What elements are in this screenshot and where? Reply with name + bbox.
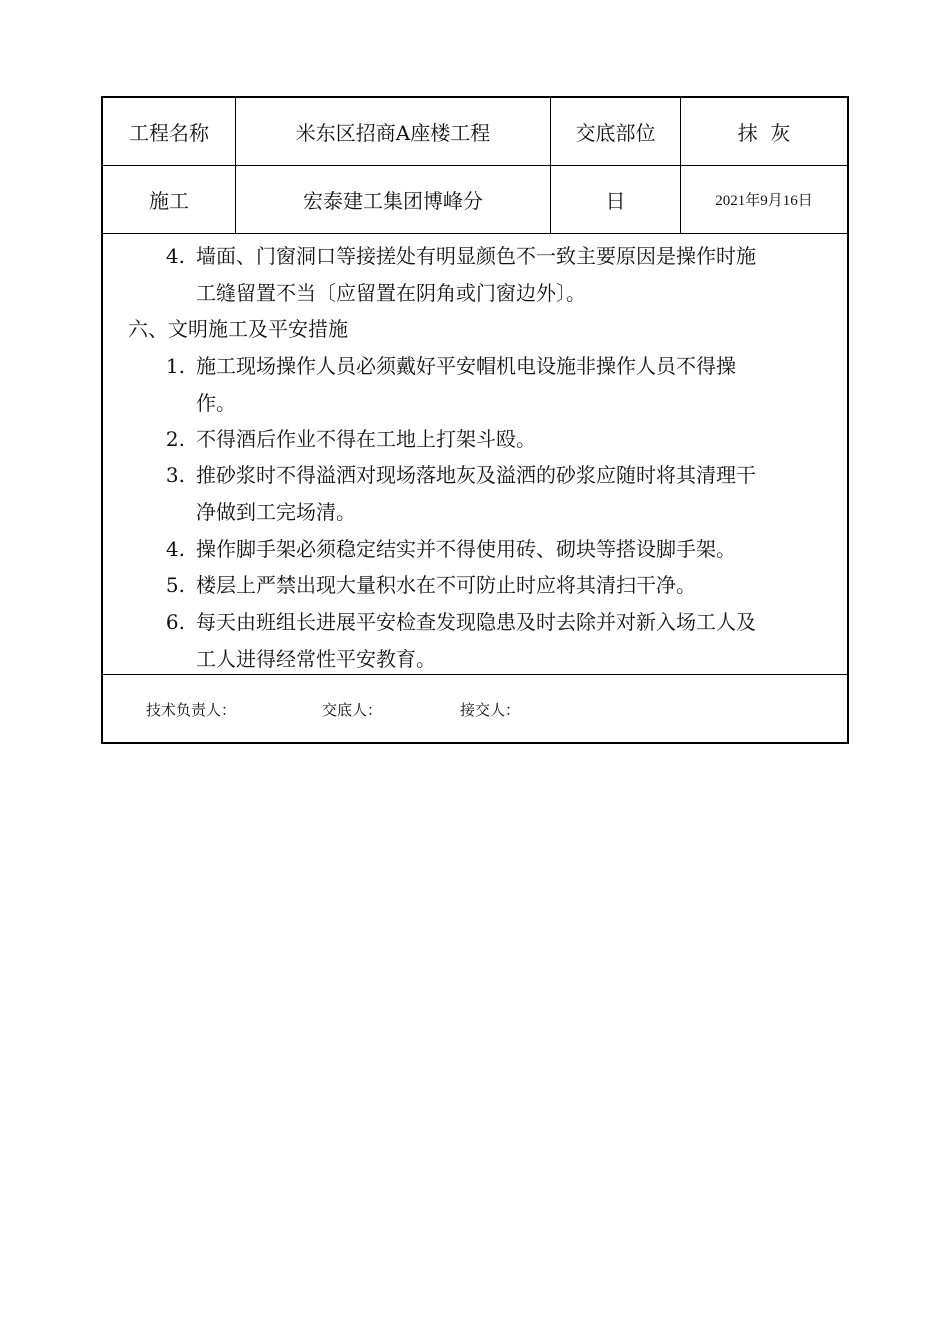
item-number: 2. <box>165 427 185 451</box>
disclosure-content <box>103 235 847 674</box>
item-text: 施工现场操作人员必须戴好平安帽机电设施非操作人员不得操 <box>196 354 736 378</box>
row-divider <box>103 233 847 234</box>
item-text: 不得酒后作业不得在工地上打架斗殴。 <box>196 427 536 451</box>
item-text: 操作脚手架必须稳定结实并不得使用砖、砌块等搭设脚手架。 <box>196 537 736 561</box>
construction-unit-value: 宏泰建工集团博峰分 <box>303 189 483 213</box>
item-text: 作。 <box>196 391 236 415</box>
date-label: 日 <box>605 189 626 213</box>
item-text: 净做到工完场清。 <box>196 500 356 524</box>
disclosure-part-value: 抹 灰 <box>737 121 791 145</box>
item-number: 4. <box>165 537 185 561</box>
item-number: 4. <box>165 244 185 268</box>
receiver-label: 接交人： <box>460 701 521 719</box>
construction-label: 施工 <box>149 189 189 213</box>
tech-lead-label: 技术负责人： <box>146 701 237 719</box>
section-title: 六、文明施工及平安措施 <box>128 317 348 341</box>
item-text: 墙面、门窗洞口等接搓处有明显颜色不一致主要原因是操作时施 <box>196 244 756 268</box>
date-value: 2021年9月16日 <box>715 193 813 209</box>
disclosure-part-label: 交底部位 <box>575 121 656 145</box>
item-text: 工人进得经常性平安教育。 <box>196 647 436 671</box>
item-number: 1. <box>165 354 185 378</box>
item-number: 6. <box>165 610 185 634</box>
disclosure-form <box>101 96 849 744</box>
signature-row <box>103 675 847 742</box>
project-name-label: 工程名称 <box>129 121 209 145</box>
discloser-label: 交底人： <box>322 701 383 719</box>
item-text: 工缝留置不当〔应留置在阴角或门窗边外〕。 <box>196 281 586 305</box>
item-text: 推砂浆时不得溢洒对现场落地灰及溢洒的砂浆应随时将其清理干 <box>196 463 756 487</box>
item-number: 5. <box>165 573 185 597</box>
item-text: 每天由班组长进展平安检查发现隐患及时去除并对新入场工人及 <box>196 610 756 634</box>
project-name-value: 米东区招商A座楼工程 <box>295 121 491 145</box>
item-number: 3. <box>165 463 185 487</box>
item-text: 楼层上严禁出现大量积水在不可防止时应将其清扫干净。 <box>196 573 696 597</box>
